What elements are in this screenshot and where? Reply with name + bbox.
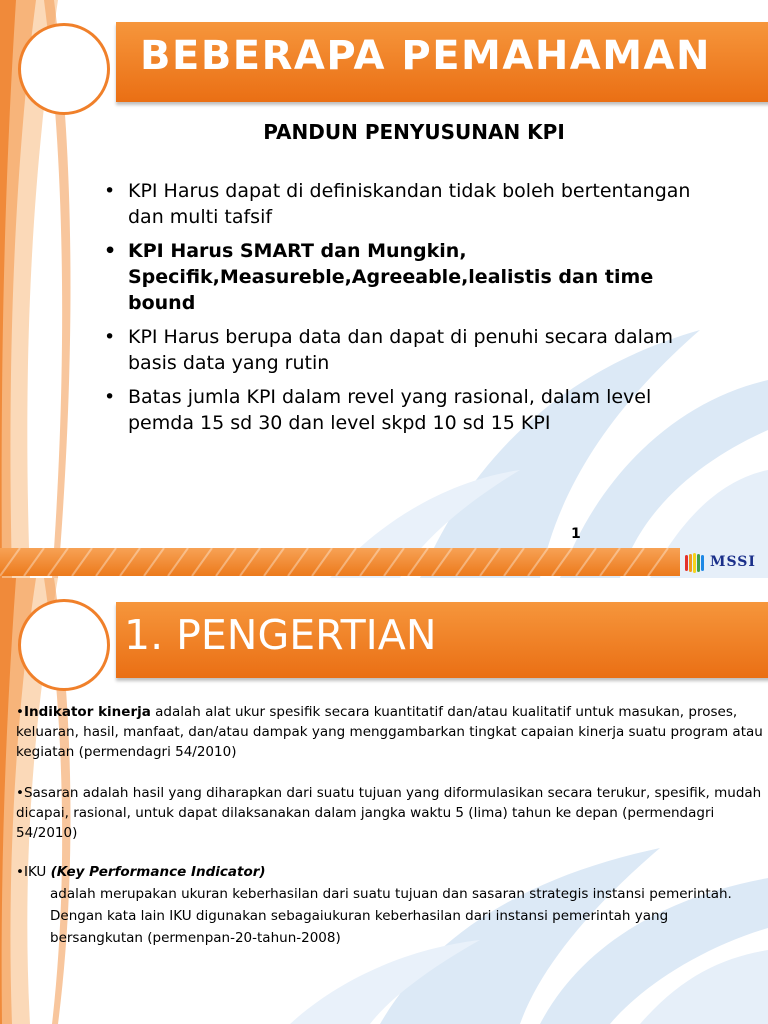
- title-bar: [116, 602, 768, 678]
- term-key-performance-indicator: (Key Performance Indicator): [50, 864, 266, 880]
- logo-text: MSSI: [710, 554, 756, 570]
- bullet-item: • KPI Harus berupa data dan dapat di penuhi secara dalam basis data yang rutin: [104, 324, 704, 376]
- decorative-circle: [18, 599, 110, 691]
- bullet-item: • KPI Harus SMART dan Mungkin, Specifik,Measureble,Agreeable,lealistis dan time bound: [104, 238, 704, 316]
- bullet-list: [104, 178, 704, 444]
- slide-title: BEBERAPA PEMAHAMAN: [140, 33, 711, 79]
- slide-2: [0, 578, 768, 1024]
- bullet-item: • Batas jumla KPI dalam revel yang rasional, dalam level pemda 15 sd 30 dan level skpd 10 sd 15 KPI: [104, 384, 704, 436]
- bullet-item: • KPI Harus dapat di definiskandan tidak boleh bertentangan dan multi tafsif: [104, 178, 704, 230]
- term-indikator-kinerja: Indikator kinerja: [23, 704, 151, 720]
- decorative-circle: [18, 23, 110, 115]
- paragraph-indikator-kinerja: •Indikator kinerja adalah alat ukur spesifik secara kuantitatif dan/atau kualitatif untuk masukan, proses, keluaran, hasil, manfaat, dan/atau dampak yang menggambarkan tingkat capaian kinerja suatu program atau kegiatan (permendagri 54/2010): [16, 704, 763, 760]
- paragraph-iku-heading: •IKU (Key Performance Indicator): [16, 864, 266, 880]
- page-number: 1: [571, 526, 581, 542]
- footer-stripes: [0, 548, 680, 576]
- paragraph-sasaran: •Sasaran adalah hasil yang diharapkan dari suatu tujuan yang diformulasikan secara terukur, spesifik, mudah dicapai, rasional, untuk dapat dilaksanakan dalam jangka waktu 5 (lima) tahun ke depan (permendagri 54/2010): [16, 785, 762, 841]
- logo-icon: [684, 553, 708, 573]
- paragraph-iku-body: adalah merupakan ukuran keberhasilan dari suatu tujuan dan sasaran strategis instansi pemerintah. Dengan kata lain IKU digunakan sebagaiukuran keberhasilan dari instansi pemerintah yang bersangkutan (permenpan-20-tahun-2008): [50, 886, 732, 946]
- slide-title: 1. PENGERTIAN: [124, 611, 437, 659]
- slide-subtitle: PANDUN PENYUSUNAN KPI: [263, 120, 565, 144]
- mssi-logo: [684, 553, 764, 573]
- title-bar: [116, 22, 768, 102]
